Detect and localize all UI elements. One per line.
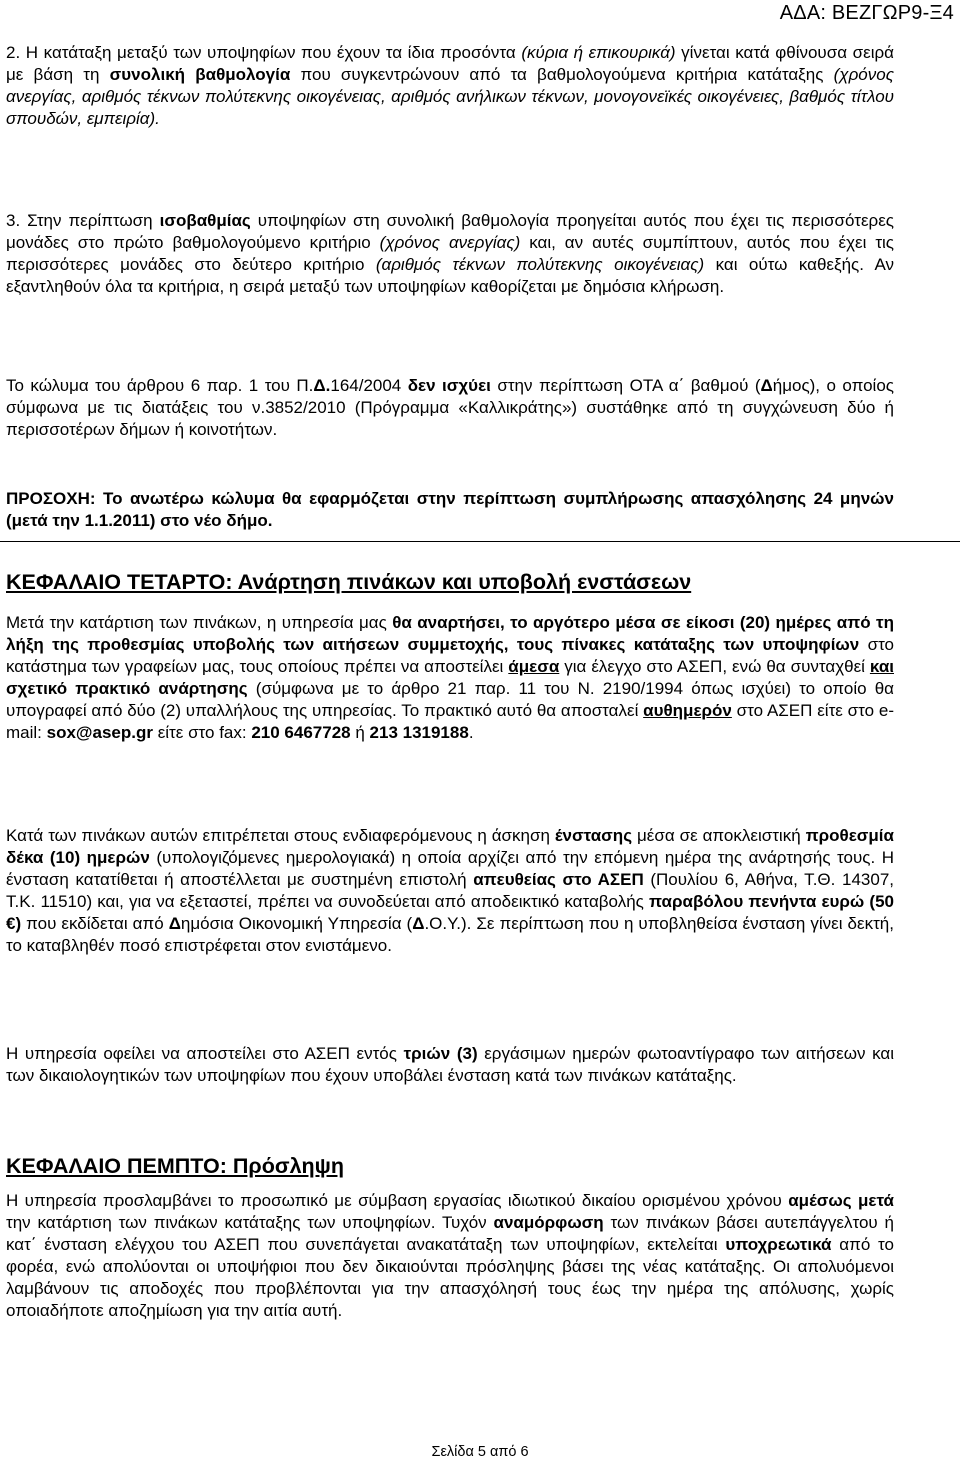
text-span: των πινάκων βάσει αυτεπάγγελτου ή κατ΄ ένσταση ελέγχου του ΑΣΕΠ που συνεπάγεται ανακατάταξη των υποψηφίων, εκτελείται bbox=[6, 1212, 894, 1254]
text-span: εργάσιμων ημερών φωτοαντίγραφο των αιτήσεων και των δικαιολογητικών των υποψηφίων που έχουν υποβάλει ένσταση κατά των πινάκων κατάταξης. bbox=[6, 1044, 894, 1085]
text-span: γίνεται κατά φθίνουσα σειρά με βάση τη bbox=[6, 43, 894, 84]
text-bold: Δ bbox=[412, 913, 425, 933]
text-span: και ούτω καθεξής. Αν εξαντληθούν όλα τα κριτήρια, η σειρά μεταξύ των υποψηφίων καθορίζεται με δημόσια κλήρωση. bbox=[6, 254, 894, 296]
text-span: για έλεγχο στο ΑΣΕΠ, ενώ θα συνταχθεί bbox=[559, 656, 870, 676]
text-bold-underline: άμεσα bbox=[508, 656, 560, 676]
ada-code: ΑΔΑ: ΒΕΖΓΩΡ9-Ξ4 bbox=[779, 2, 954, 24]
text-bold: σχετικό πρακτικό ανάρτησης bbox=[6, 678, 248, 698]
text-span: (υπολογιζόμενες ημερολογιακά) η οποία αρχίζει από την επόμενη ημέρα της ανάρτησής τους. Η ένσταση κατατίθεται ή αποστέλλεται με συστημένη επιστολή bbox=[6, 847, 894, 889]
text-span: στην περίπτωση ΟΤΑ α΄ βαθμού ( bbox=[490, 376, 761, 395]
text-bold: υποχρεωτικά bbox=[725, 1234, 832, 1254]
text-span: ή bbox=[350, 722, 370, 742]
text-span: Η υπηρεσία οφείλει να αποστείλει στο ΑΣΕΠ εντός bbox=[6, 1044, 404, 1063]
paragraph-restriction bbox=[6, 375, 894, 441]
text-bold: απευθείας στο ΑΣΕΠ bbox=[473, 869, 644, 889]
text-bold: αναμόρφωση bbox=[493, 1212, 604, 1232]
text-bold: Δ. bbox=[313, 376, 331, 395]
text-span: από το φορέα, ενώ απολύονται οι υποψήφιοι που δεν δικαιούνται πρόσληψης βάσει της νέας κατάταξης. Οι απολυόμενοι λαμβάνουν τις αποδοχές που προβλέπονται για την απασχόλησή τους έως την ημέρα της απόλυσης, χωρίς οποιαδήποτε αποζημίωση για την αιτία αυτή. bbox=[6, 1234, 894, 1320]
text-span: που συγκεντρώνουν από τα βαθμολογούμενα κριτήρια κατάταξης bbox=[290, 64, 834, 84]
text-span: ήμος), ο οποίος σύμφωνα με τις διατάξεις του ν.3852/2010 (Πρόγραμμα «Καλλικράτης») συστάθηκε από τη συγχώνευση δύο ή περισσοτέρων δήμων ή κοινοτήτων. bbox=[6, 376, 894, 439]
text-bold: Δ bbox=[168, 913, 181, 933]
paragraph-ranking-criteria bbox=[6, 42, 894, 130]
text-span: (Πουλίου 6, Αθήνα, Τ.Θ. 14307, Τ.Κ. 11510) και, για να εξεταστεί, πρέπει να συνοδεύεται από αποδεικτικό καταβολής bbox=[6, 869, 894, 911]
text-bold: ΠΡΟΣΟΧΗ: Το ανωτέρω κώλυμα θα εφαρμόζεται στην περίπτωση συμπλήρωσης απασχόλησης 24 μηνών (μετά την 1.1.2011) στο νέο δήμο. bbox=[6, 489, 894, 530]
text-italic: (χρόνος ανεργίας) bbox=[379, 232, 521, 252]
text-bold: συνολική βαθμολογία bbox=[109, 64, 291, 84]
text-span: Το κώλυμα του άρθρου 6 παρ. 1 του Π. bbox=[6, 376, 314, 395]
text-italic: (κύρια ή επικουρικά) bbox=[521, 43, 676, 62]
text-bold: ένστασης bbox=[554, 826, 633, 845]
page-number: Σελίδα 5 από 6 bbox=[431, 1444, 529, 1460]
text-span: (σύμφωνα με το άρθρο 21 παρ. 11 του Ν. 2190/1994 όπως ισχύει) το οποίο θα υπογραφεί από δύο (2) υπαλλήλους της υπηρεσίας. Το πρακτικό αυτό θα αποσταλεί bbox=[6, 678, 894, 720]
text-italic: (χρόνος ανεργίας, αριθμός τέκνων πολύτεκνης οικογένειας, αριθμός ανήλικων τέκνων, μονογονεϊκές οικογένειες, βαθμός τίτλου σπουδών, εμπειρία). bbox=[6, 64, 894, 128]
fax-number: 210 6467728 bbox=[251, 722, 351, 742]
paragraph-hiring bbox=[6, 1190, 894, 1321]
text-span: μέσα σε αποκλειστική bbox=[632, 826, 806, 845]
text-bold-underline: και bbox=[869, 656, 894, 676]
text-italic: (αριθμός τέκνων πολύτεκνης οικογένειας) bbox=[375, 254, 705, 274]
paragraph-tie-break bbox=[6, 210, 894, 298]
paragraph-send-documents bbox=[6, 1043, 894, 1087]
text-bold: αμέσως μετά bbox=[788, 1191, 895, 1210]
text-span: . bbox=[468, 722, 474, 742]
chapter-five-heading: ΚΕΦΑΛΑΙΟ ΠΕΜΠΤΟ: Πρόσληψη bbox=[6, 1154, 344, 1178]
text-span: Κατά των πινάκων αυτών επιτρέπεται στους ενδιαφερόμενους η άσκηση bbox=[6, 826, 555, 845]
text-span: και, αν αυτές συμπίπτουν, αυτός που έχει τις περισσότερες μονάδες στο δεύτερο κριτήριο bbox=[6, 232, 895, 274]
text-bold: τριών (3) bbox=[403, 1044, 478, 1063]
text-bold: δεν ισχύει bbox=[407, 376, 491, 395]
text-span: Μετά την κατάρτιση των πινάκων, η υπηρεσία μας bbox=[6, 613, 393, 632]
text-span: .Ο.Υ.). Σε περίπτωση που η υποβληθείσα ένσταση γίνει δεκτή, το καταβληθέν ποσό επιστρέφεται στον ενιστάμενο. bbox=[6, 913, 894, 955]
text-bold: θα αναρτήσει, το αργότερο μέσα σε είκοσι (20) ημέρες από τη λήξη της προθεσμίας υποβολής των αιτήσεων συμμετοχής, τους πίνακες κατάταξης των υποψηφίων bbox=[6, 613, 894, 654]
text-bold: προθεσμία δέκα (10) ημερών bbox=[6, 826, 894, 867]
paragraph-posting-tables bbox=[6, 612, 894, 743]
text-span: Η υπηρεσία προσλαμβάνει το προσωπικό με σύμβαση εργασίας ιδιωτικού δικαίου ορισμένου χρόνου bbox=[6, 1191, 789, 1210]
email-address: sox@asep.gr bbox=[46, 722, 153, 742]
text-span: στο κατάστημα των γραφείων μας, τους οποίους πρέπει να αποστείλει bbox=[6, 634, 894, 676]
text-span: ημόσια Οικονομική Υπηρεσία ( bbox=[180, 913, 413, 933]
text-span: υποψηφίων στη συνολική βαθμολογία προηγείται αυτός που έχει τις περισσότερες μονάδες στο πρώτο βαθμολογούμενο κριτήριο bbox=[6, 211, 894, 252]
text-span: στο ΑΣΕΠ είτε στο e-mail: bbox=[6, 700, 894, 742]
text-bold-underline: αυθημερόν bbox=[643, 700, 732, 720]
paragraph-objection bbox=[6, 825, 894, 956]
text-span: 164/2004 bbox=[330, 376, 408, 395]
text-bold: ισοβαθμίας bbox=[159, 211, 251, 230]
text-span: 3. Στην περίπτωση bbox=[6, 211, 160, 230]
text-span: που εκδίδεται από bbox=[21, 913, 169, 933]
chapter-four-heading: ΚΕΦΑΛΑΙΟ ΤΕΤΑΡΤΟ: Ανάρτηση πινάκων και υποβολή ενστάσεων bbox=[6, 570, 692, 594]
text-bold: Δ bbox=[760, 376, 773, 395]
text-span: την κατάρτιση των πινάκων κατάταξης των υποψηφίων. Τυχόν bbox=[6, 1212, 494, 1232]
paragraph-attention bbox=[6, 488, 894, 532]
text-bold: παραβόλου πενήντα ευρώ (50 €) bbox=[6, 891, 894, 933]
horizontal-rule bbox=[0, 541, 960, 542]
text-span: είτε στο fax: bbox=[152, 722, 252, 742]
text-span: 2. Η κατάταξη μεταξύ των υποψηφίων που έχουν τα ίδια προσόντα bbox=[6, 43, 522, 62]
fax-number: 213 1319188 bbox=[369, 722, 469, 742]
